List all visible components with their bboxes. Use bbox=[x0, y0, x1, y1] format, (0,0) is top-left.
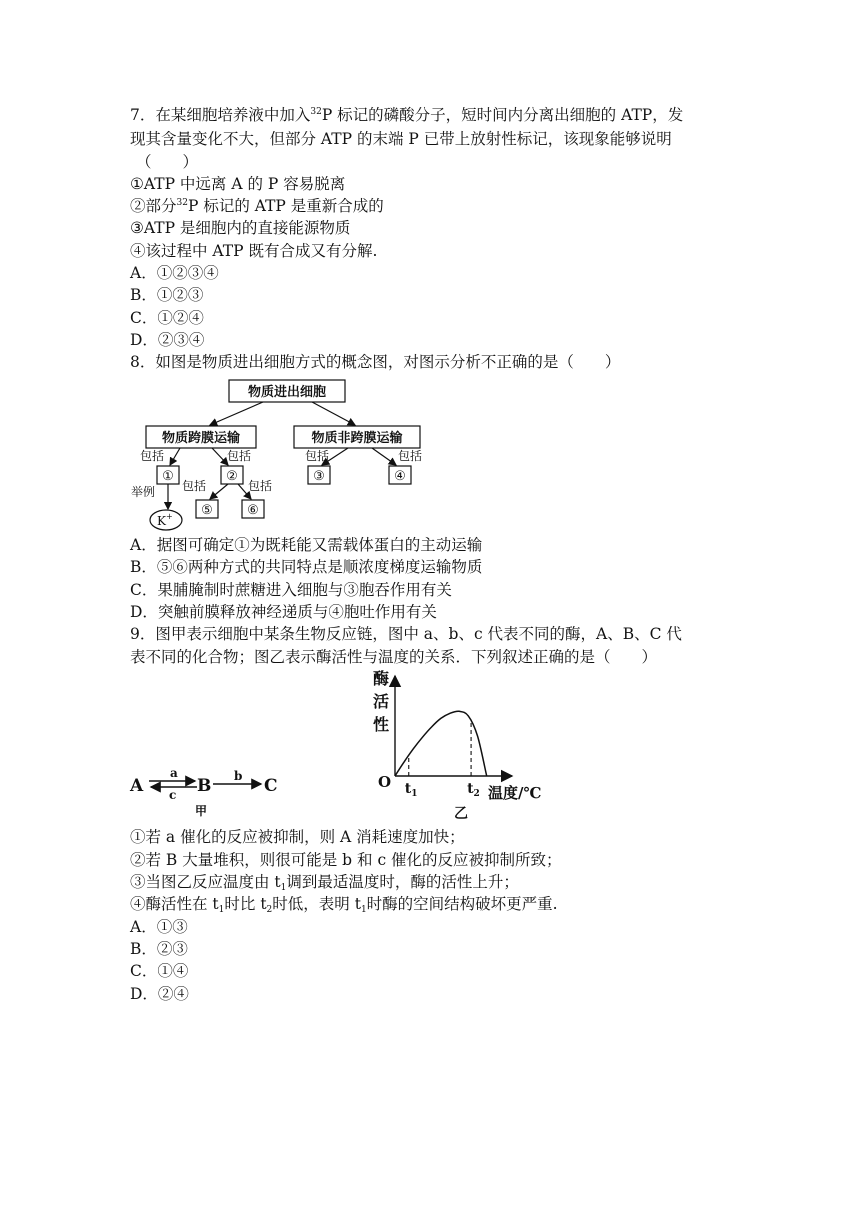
compound-b: B bbox=[197, 776, 212, 796]
q7-statement-1: ①ATP 中远离 A 的 P 容易脱离 bbox=[130, 175, 346, 193]
node-1: ① bbox=[162, 469, 174, 484]
node-4: ④ bbox=[394, 469, 406, 484]
node-2: ② bbox=[226, 469, 238, 484]
q7-option-c: C．①②④ bbox=[130, 309, 204, 327]
y-axis-label bbox=[373, 669, 389, 734]
enzyme-c: c bbox=[169, 788, 177, 802]
root-label: 物质进出细胞 bbox=[247, 385, 327, 400]
svg-text:性: 性 bbox=[373, 715, 390, 734]
q7-option-d: D．②③④ bbox=[130, 331, 205, 349]
q9-option-a: A．①③ bbox=[130, 918, 188, 936]
svg-text:酶: 酶 bbox=[373, 669, 390, 688]
compound-a: A bbox=[130, 776, 144, 796]
enzyme-a: a bbox=[170, 766, 178, 780]
q9-statement-4: ④酶活性在 $t_1$时比 $t_2$时低，表明 $t_1$时酶的空间结构破坏更严重. bbox=[130, 895, 558, 915]
chain-caption: 甲 bbox=[195, 804, 208, 818]
includes-label: 包括 bbox=[227, 449, 252, 463]
node-6: ⑥ bbox=[247, 503, 259, 518]
q9-stem-line1: 9．图甲表示细胞中某条生物反应链，图中 a、b、c 代表不同的酶，A、B、C 代 bbox=[130, 625, 682, 643]
x-axis-label: 温度/℃ bbox=[488, 784, 542, 802]
origin-label: O bbox=[378, 773, 392, 791]
q7-option-a: A．①②③④ bbox=[130, 264, 219, 282]
svg-text:活: 活 bbox=[373, 692, 390, 711]
transmembrane-label: 物质跨膜运输 bbox=[161, 431, 241, 446]
chart-caption: 乙 bbox=[454, 806, 468, 822]
example-label: 举例 bbox=[131, 485, 156, 499]
enzyme-b: b bbox=[234, 769, 243, 783]
non-transmembrane-label: 物质非跨膜运输 bbox=[311, 431, 403, 446]
q7-stem-line1: 7．在某细胞培养液中加入$^{32}$P 标记的磷酸分子，短时间内分离出细胞的 ATP，发 bbox=[130, 106, 684, 124]
temperature-mark-label-1: $t_1$ bbox=[404, 781, 418, 799]
q9-option-b: B．②③ bbox=[130, 940, 188, 958]
node-3: ③ bbox=[313, 469, 325, 484]
q7-statement-2: ②部分$^{32}$P 标记的 ATP 是重新合成的 bbox=[130, 197, 384, 215]
q9-option-c: C．①④ bbox=[130, 962, 189, 980]
q7-statement-4: ④该过程中 ATP 既有合成又有分解. bbox=[130, 242, 378, 260]
q8-option-c: C．果脯腌制时蔗糖进入细胞与③胞吞作用有关 bbox=[130, 581, 452, 599]
q7-statement-3: ③ATP 是细胞内的直接能源物质 bbox=[130, 219, 351, 237]
q9-stem-line2: 表不同的化合物；图乙表示酶活性与温度的关系．下列叙述正确的是（ ） bbox=[130, 648, 658, 666]
includes-label: 包括 bbox=[182, 479, 207, 493]
q8-stem: 8．如图是物质进出细胞方式的概念图，对图示分析不正确的是（ ） bbox=[130, 353, 621, 371]
q7-stem-line2: 现其含量变化不大，但部分 ATP 的末端 P 已带上放射性标记，该现象能够说明 bbox=[130, 130, 672, 148]
q8-option-d: D．突触前膜释放神经递质与④胞吐作用有关 bbox=[130, 603, 437, 621]
q9-statement-3: ③当图乙反应温度由 $t_1$调到最适温度时，酶的活性上升； bbox=[130, 873, 519, 893]
includes-label: 包括 bbox=[140, 449, 165, 463]
compound-c: C bbox=[264, 776, 278, 796]
q9-option-d: D．②④ bbox=[130, 985, 189, 1003]
node-5: ⑤ bbox=[201, 503, 213, 518]
includes-label: 包括 bbox=[305, 449, 330, 463]
includes-label: 包括 bbox=[248, 479, 273, 493]
q9-statement-1: ①若 a 催化的反应被抑制，则 A 消耗速度加快； bbox=[130, 828, 465, 846]
q8-option-a: A．据图可确定①为既耗能又需载体蛋白的主动运输 bbox=[130, 536, 483, 554]
q9-statement-2: ②若 B 大量堆积，则很可能是 b 和 c 催化的反应被抑制所致； bbox=[130, 851, 562, 869]
temperature-mark-label-2: $t_2$ bbox=[467, 781, 480, 799]
potassium-ion: K+ bbox=[157, 512, 173, 528]
includes-label: 包括 bbox=[398, 449, 423, 463]
q7-option-b: B．①②③ bbox=[130, 286, 204, 304]
q7-answer-paren: （ ） bbox=[136, 153, 199, 171]
q8-option-b: B．⑤⑥两种方式的共同特点是顺浓度梯度运输物质 bbox=[130, 558, 483, 576]
